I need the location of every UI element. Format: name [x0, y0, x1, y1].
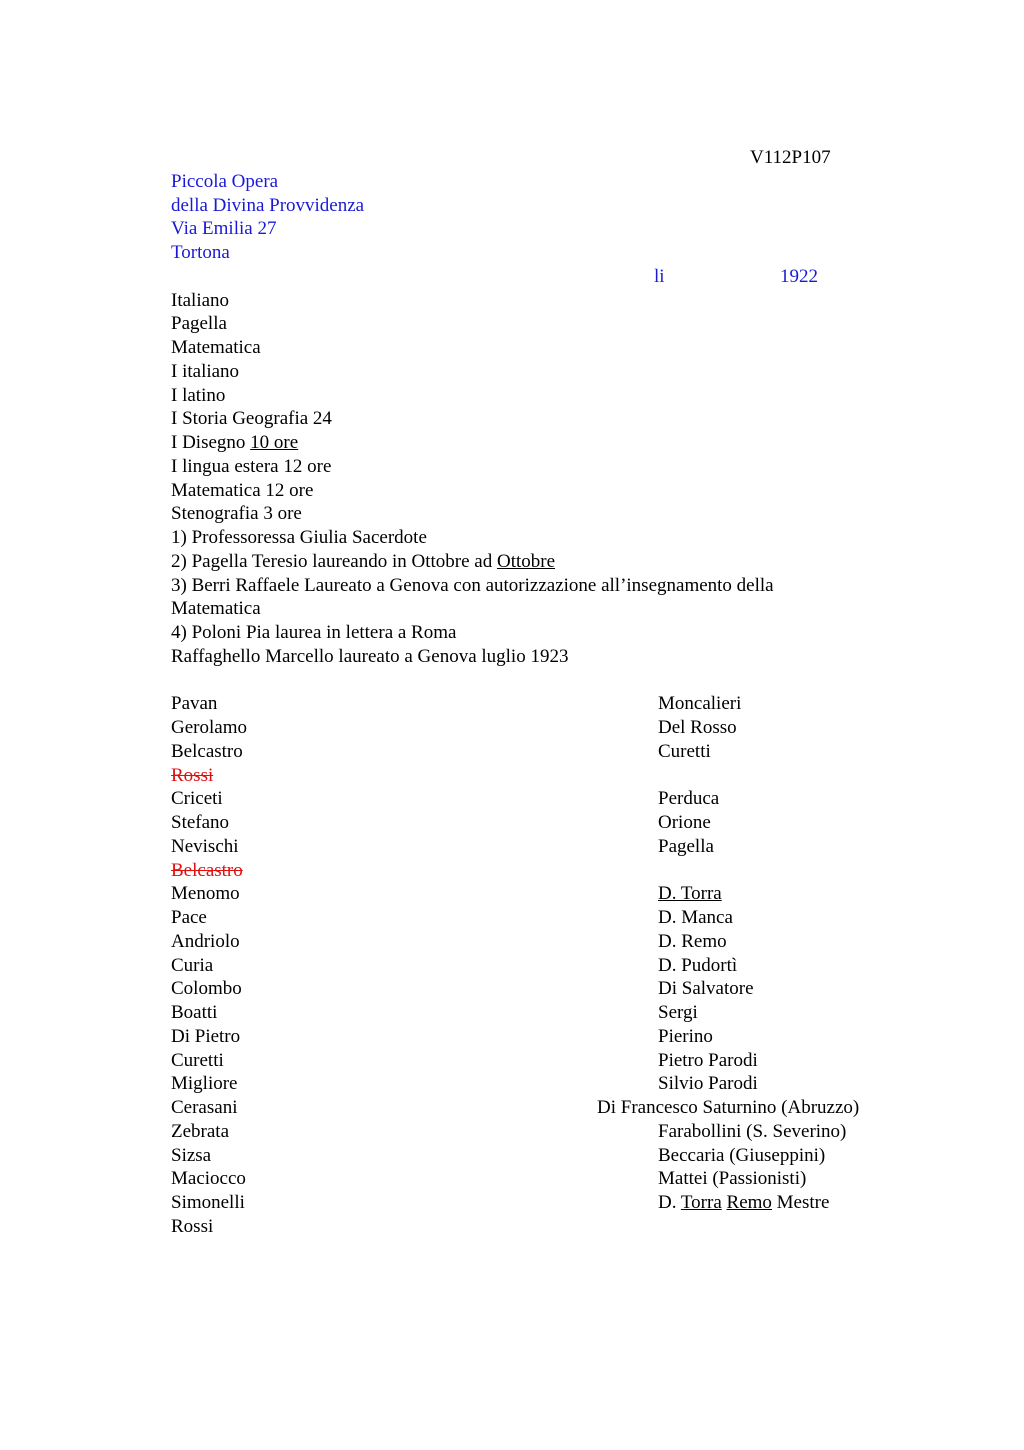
- subject-line: Stenografia 3 ore: [171, 503, 302, 524]
- right-name: Pierino: [658, 1026, 713, 1047]
- teacher-text: 2) Pagella Teresio laureando in Ottobre ad: [171, 551, 497, 572]
- teacher-line: Matematica: [171, 598, 261, 619]
- underlined-name-part: Torra: [680, 1192, 722, 1213]
- subject-line: Italiano: [171, 290, 230, 311]
- letterhead-line: della Divina Provvidenza: [171, 195, 365, 216]
- left-name: Migliore: [171, 1073, 238, 1094]
- dateline-year: 1922: [780, 266, 818, 287]
- underlined-name-part: Remo: [726, 1192, 772, 1213]
- teacher-line: [171, 550, 555, 574]
- subject-line: I italiano: [171, 361, 240, 382]
- left-name: Colombo: [171, 978, 242, 999]
- dateline-li: li: [654, 266, 665, 287]
- left-name: Andriolo: [171, 931, 240, 952]
- left-name: Sizsa: [171, 1145, 212, 1166]
- right-name: Del Rosso: [658, 717, 737, 738]
- letterhead-line: Via Emilia 27: [171, 218, 277, 239]
- left-name: Menomo: [171, 883, 240, 904]
- left-name: Gerolamo: [171, 717, 247, 738]
- left-name-struck: Rossi: [171, 765, 214, 786]
- left-name: Di Pietro: [171, 1026, 241, 1047]
- subject-line: Pagella: [171, 313, 227, 334]
- right-name: Pagella: [658, 836, 714, 857]
- subject-line: [171, 431, 298, 455]
- right-name: Pietro Parodi: [658, 1050, 758, 1071]
- left-name: Belcastro: [171, 741, 243, 762]
- name-part: Mestre: [771, 1192, 830, 1213]
- subject-line: I lingua estera 12 ore: [171, 456, 332, 477]
- right-name: Farabollini (S. Severino): [658, 1121, 847, 1142]
- left-name: Criceti: [171, 788, 223, 809]
- left-name: Maciocco: [171, 1168, 246, 1189]
- subject-text: I Disegno: [171, 432, 251, 453]
- right-name: D. Remo: [658, 931, 727, 952]
- teacher-line: 3) Berri Raffaele Laureato a Genova con autorizzazione all’insegnamento della: [171, 575, 774, 596]
- right-name: Di Francesco Saturnino (Abruzzo): [597, 1097, 860, 1118]
- left-name-struck: Belcastro: [171, 860, 243, 881]
- document-reference: V112P107: [750, 147, 831, 168]
- underlined-month: Ottobre: [496, 551, 556, 572]
- right-name: Moncalieri: [658, 693, 742, 714]
- left-name: Curetti: [171, 1050, 224, 1071]
- right-name: Mattei (Passionisti): [658, 1168, 807, 1189]
- right-name: D. Pudortì: [658, 955, 738, 976]
- right-name: Beccaria (Giuseppini): [658, 1145, 826, 1166]
- subject-line: I latino: [171, 385, 226, 406]
- left-name: Simonelli: [171, 1192, 245, 1213]
- teacher-line: Raffaghello Marcello laureato a Genova luglio 1923: [171, 646, 569, 667]
- subject-line: Matematica 12 ore: [171, 480, 314, 501]
- subject-line: Matematica: [171, 337, 261, 358]
- subject-line: I Storia Geografia 24: [171, 408, 332, 429]
- right-name: [658, 1191, 829, 1215]
- right-name: Orione: [658, 812, 711, 833]
- left-name: Curia: [171, 955, 214, 976]
- left-name: Pavan: [171, 693, 218, 714]
- right-name: Perduca: [658, 788, 720, 809]
- teacher-line: 1) Professoressa Giulia Sacerdote: [171, 527, 427, 548]
- right-name-underlined: D. Torra: [658, 883, 722, 904]
- left-name: Boatti: [171, 1002, 218, 1023]
- right-name: D. Manca: [658, 907, 733, 928]
- left-name: Rossi: [171, 1216, 214, 1237]
- left-name: Zebrata: [171, 1121, 230, 1142]
- left-name: Cerasani: [171, 1097, 238, 1118]
- right-name: Di Salvatore: [658, 978, 754, 999]
- name-part: D.: [658, 1192, 681, 1213]
- teacher-line: 4) Poloni Pia laurea in lettera a Roma: [171, 622, 457, 643]
- right-name: Curetti: [658, 741, 711, 762]
- left-name: Pace: [171, 907, 207, 928]
- right-name: Sergi: [658, 1002, 698, 1023]
- letterhead-line: Tortona: [171, 242, 230, 263]
- letterhead-line: Piccola Opera: [171, 171, 279, 192]
- underlined-hours: 10 ore: [250, 432, 299, 453]
- left-name: Stefano: [171, 812, 230, 833]
- left-name: Nevischi: [171, 836, 239, 857]
- right-name: Silvio Parodi: [658, 1073, 758, 1094]
